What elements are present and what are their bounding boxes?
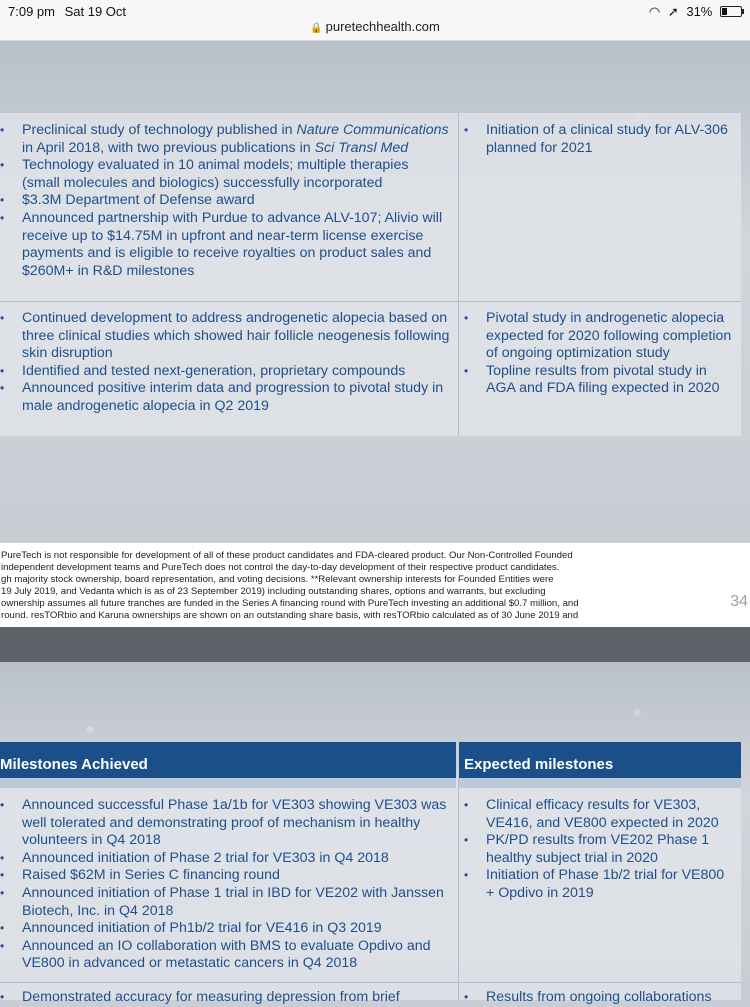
row2-achieved [0,310,450,416]
list-item: • Announced initiation of Ph1b/2 trial for VE416 in Q3 2019 [0,920,450,938]
lock-icon: 🔒 [310,23,323,34]
slide-separator [0,627,750,662]
milestone-table [0,778,741,1005]
location-icon: ➚ [667,4,679,19]
clock: 7:09 pm [8,4,55,19]
list-item: • Continued development to address androgenetic alopecia based on three clinical studies which showed hair follicle neogenesis following skin disruption [0,310,450,363]
footnote-line: round. resTORbio and Karuna ownerships are shown on an outstanding share basis, with resTORbio calculated as of 30 June 2019 and [1,610,579,621]
column-divider [458,113,459,436]
list-item: • Topline results from pivotal study in AGA and FDA filing expected in 2020 [464,363,734,398]
list-item: • Announced an IO collaboration with BMS to evaluate Opdivo and VE800 in advanced or metastatic cancers in Q4 2018 [0,938,450,973]
list-item: • Clinical efficacy results for VE303, VE416, and VE800 expected in 2020 [464,797,734,832]
list-item: • Technology evaluated in 10 animal models; multiple therapies (small molecules and biologics) successfully incorporated [0,157,450,192]
footnote-line: gh majority stock ownership, board representation, and voting decisions. **Relevant ownership interests for Founded Entities were [1,574,554,585]
row2-expected [464,310,734,398]
list-item: • Initiation of a clinical study for ALV-306 planned for 2021 [464,122,734,157]
wifi-icon: ◠ [648,4,661,19]
header-milestones-achieved: Milestones Achieved [0,742,456,788]
row2-expected [464,989,734,1007]
row2-achieved [0,989,450,1007]
milestone-table [0,113,741,436]
header-expected-milestones: Expected milestones [459,742,741,788]
date: Sat 19 Oct [64,4,127,19]
footnote-text [1,550,706,622]
page-number: 34 [730,593,748,610]
list-item: • Announced successful Phase 1a/1b for VE303 showing VE303 was well tolerated and demonstrating proof of mechanism in healthy volunteers in Q4 2018 [0,797,450,850]
footnote-line: ownership assumes all future tranches are funded in the Series A financing round with PureTech investing an additional $0.7 million, and [1,598,579,609]
list-item: • PK/PD results from VE202 Phase 1 healthy subject trial in 2020 [464,832,734,867]
list-item: • Announced positive interim data and progression to pivotal study in male androgenetic alopecia in Q2 2019 [0,380,450,415]
row-divider [0,301,741,302]
list-item: • Preclinical study of technology published in Nature Communications in April 2018, with two previous publications in Sci Transl Med [0,122,450,157]
slide-footnote [0,543,750,627]
list-item: • Results from ongoing collaborations [464,989,734,1007]
row1-achieved [0,122,450,280]
list-item: • Initiation of Phase 1b/2 trial for VE800 + Opdivo in 2019 [464,867,734,902]
list-item: • Pivotal study in androgenetic alopecia expected for 2020 following completion of ongoing optimization study [464,310,734,363]
footnote-line: 19 July 2019, and Vedanta which is as of 23 September 2019) including outstanding shares, options and warrants, but excluding [1,586,546,597]
column-divider [458,778,459,1000]
status-indicators [645,4,742,20]
list-item: • Raised $62M in Series C financing round [0,867,450,885]
row-divider [0,982,741,983]
list-item: • $3.3M Department of Defense award [0,192,450,210]
browser-status-bar [0,0,750,41]
battery-icon [720,6,742,17]
battery-level: 31% [686,4,713,19]
list-item: • Announced partnership with Purdue to advance ALV-107; Alivio will receive up to $14.75M in upfront and near-term license exercise payments and is eligible to receive royalties on product sales and $260M+ in R&D milestones [0,210,450,280]
row1-expected [464,797,734,903]
status-time [8,4,126,19]
footnote-line: PureTech is not responsible for development of all of these product candidates and FDA-cleared product. Our Non-Controlled Founded [1,550,573,561]
list-item: • Identified and tested next-generation, proprietary compounds [0,363,450,381]
url-text: puretechhealth.com [325,19,440,34]
address-bar[interactable] [0,19,750,34]
slide-alivio [0,41,750,543]
row1-expected [464,122,734,157]
row1-achieved [0,797,450,973]
list-item: • Announced initiation of Phase 1 trial in IBD for VE202 with Janssen Biotech, Inc. in Q4 2018 [0,885,450,920]
footnote-line: independent development teams and PureTech does not control the day-to-day development of their respective product candidates. [1,562,560,573]
list-item: • Demonstrated accuracy for measuring depression from brief [0,989,450,1007]
slide-vedanta [0,662,750,1005]
list-item: • Announced initiation of Phase 2 trial for VE303 in Q4 2018 [0,850,450,868]
